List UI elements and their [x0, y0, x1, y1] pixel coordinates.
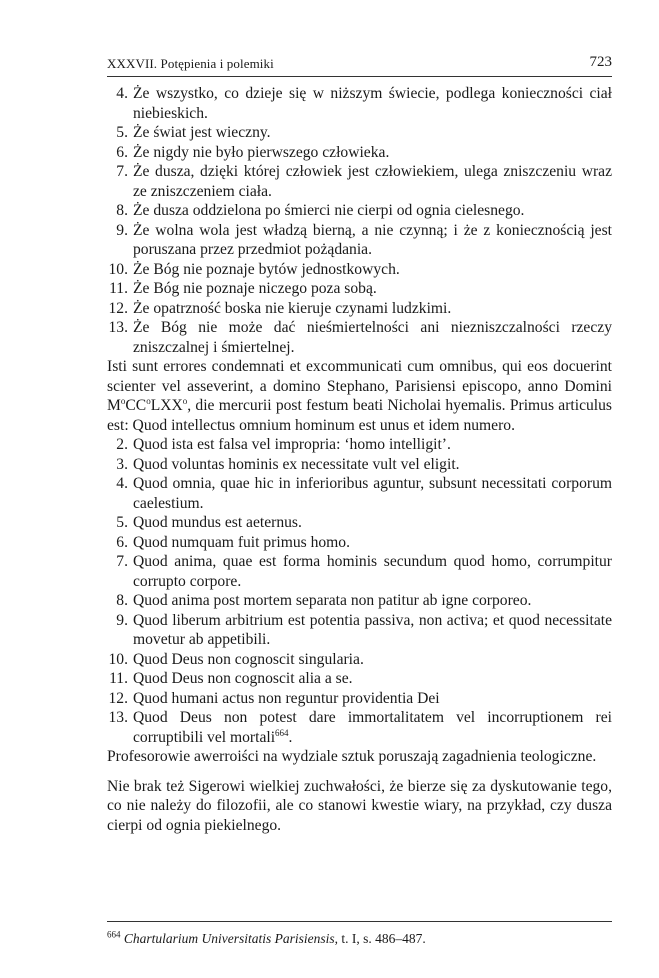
list-item: 6. Quod numquam fuit primus homo. [116, 533, 351, 551]
list-item: 12. Quod humani actus non reguntur providentia Dei [108, 689, 440, 707]
list-item: 10. Quod Deus non cognoscit singularia. [108, 650, 364, 668]
footnote-rule [107, 921, 612, 922]
running-header [107, 54, 612, 74]
latin-intro-paragraph: Isti sunt errores condemnati et excommunicati cum omnibus, qui eos docuerint scienter vel asseverint, a domino Stephano, Parisiensi episcopo, anno Domini $M^oCC^oLXX^o$, die mercurii post festum beati Nicholai hyemalis. Primus articulus est: Quod intellectus omnium hominum est unus et idem numero. [107, 358, 612, 434]
list-item: 13. Quod Deus non potest dare immortalitatem vel incorruptionem rei corruptibili vel mortali$^{664}$. [108, 709, 612, 746]
list-item: 4. Że wszystko, co dzieje się w niższym świecie, podlega konieczności ciał niebieskich. [116, 85, 612, 122]
footnote-ref: 664 [275, 727, 289, 738]
page-number: 723 [589, 54, 612, 70]
footnote-title: Chartularium Universitatis Parisiensis [123, 931, 335, 946]
latin-condemnation-list [107, 435, 612, 747]
list-item: 8. Quod anima post mortem separata non patitur ab igne corporeo. [116, 592, 532, 609]
list-item: 13. Że Bóg nie może dać nieśmiertelności ani niezniszczalności rzeczy zniszczalnej i śmiertelnej. [108, 319, 612, 356]
polish-condemnation-list [107, 84, 612, 357]
list-item: 6. Że nigdy nie było pierwszego człowieka. [116, 143, 390, 161]
final-paragraph: Nie brak też Sigerowi wielkiej zuchwałości, że bierze się za dyskutowanie tego, co nie należy do filozofii, ale co stanowi kwestie wiary, na przykład, czy dusza cierpi od ognia piekielnego. [107, 777, 612, 834]
list-item: 11. Że Bóg nie poznaje niczego poza sobą. [109, 280, 377, 297]
list-item: 9. Quod liberum arbitrium est potentia passiva, non activa; et quod necessitate movetur ab appetibili. [116, 611, 612, 648]
header-rule [107, 76, 612, 77]
list-item: 7. Że dusza, dzięki której człowiek jest człowiekiem, ulega zniszczeniu wraz ze zniszczeniem ciała. [116, 163, 612, 200]
list-item: 10. Że Bóg nie poznaje bytów jednostkowych. [108, 260, 400, 278]
list-item: 4. Quod omnia, quae hic in inferioribus aguntur, subsunt necessitati corporum caelestium. [116, 475, 612, 512]
list-item: 8. Że dusza oddzielona po śmierci nie cierpi od ognia cielesnego. [116, 202, 525, 219]
footnote-marker: 664 [107, 929, 121, 940]
list-item: 11. Quod Deus non cognoscit alia a se. [109, 670, 353, 687]
list-item: 9. Że wolna wola jest władzą bierną, a nie czynną; i że z koniecznością jest poruszana przez przedmiot pożądania. [116, 221, 612, 258]
footnote-citation: , t. I, s. 486–487. [334, 931, 426, 946]
footnote [107, 931, 612, 947]
after-list-paragraph: Profesorowie awerroiści na wydziale sztuk poruszają zagadnienia teologiczne. [107, 748, 597, 765]
list-item: 2. Quod ista est falsa vel impropria: ‘homo intelligit’. [116, 436, 451, 453]
page-body [107, 84, 612, 835]
list-item: 5. Quod mundus est aeternus. [116, 514, 302, 531]
list-item: 5. Że świat jest wieczny. [116, 124, 271, 141]
running-title: XXXVII. Potępienia i polemiki [107, 56, 274, 71]
list-item: 3. Quod voluntas hominis ex necessitate vult vel eligit. [116, 455, 460, 473]
list-item: 7. Quod anima, quae est forma hominis secundum quod homo, corrumpitur corrupto corpore. [116, 553, 612, 590]
list-item: 12. Że opatrzność boska nie kieruje czynami ludzkimi. [108, 299, 452, 317]
